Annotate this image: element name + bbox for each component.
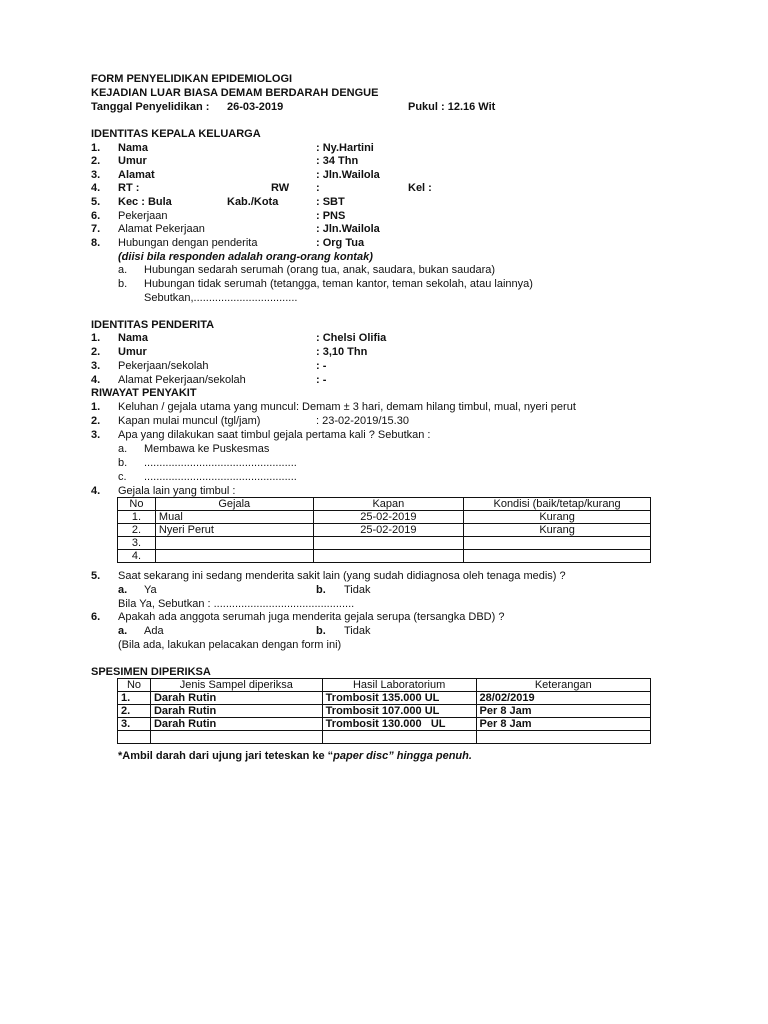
table-cell: Kurang <box>464 511 651 524</box>
option-letter: b. <box>316 584 326 596</box>
column-header: Jenis Sampel diperiksa <box>150 679 322 692</box>
table-row <box>118 537 651 550</box>
riwayat-heading: RIWAYAT PENYAKIT <box>91 387 197 399</box>
date-value: 26-03-2019 <box>227 101 284 113</box>
field-label: Umur <box>118 346 147 358</box>
table-header-row <box>118 498 651 511</box>
option-letter: a. <box>118 584 128 596</box>
field-value: : Jln.Wailola <box>316 169 380 181</box>
row-number: 7. <box>91 223 101 235</box>
column-header: Keterangan <box>476 679 650 692</box>
question-number: 2. <box>91 415 101 427</box>
option-tidak: Tidak <box>344 625 371 637</box>
option-ya: Ya <box>144 584 157 596</box>
spesimen-table <box>117 678 651 744</box>
option-letter: a. <box>118 625 128 637</box>
question-anggota-serumah: Apakah ada anggota serumah juga menderita gejala serupa (tersangka DBD) ? <box>118 611 505 623</box>
table-cell: Per 8 Jam <box>476 718 650 731</box>
table-cell: Darah Rutin <box>150 692 322 705</box>
field-value: : - <box>316 360 327 372</box>
table-cell: Trombosit 135.000 UL <box>322 692 476 705</box>
row-number: 4. <box>91 182 101 194</box>
field-label: Alamat Pekerjaan <box>118 223 205 235</box>
row-number: 3. <box>91 360 101 372</box>
table-cell: 3. <box>118 718 151 731</box>
column-header: Kondisi (baik/tetap/kurang <box>464 498 651 511</box>
field-label: RT : <box>118 182 140 194</box>
table-row <box>118 731 651 744</box>
field-value: : Jln.Wailola <box>316 223 380 235</box>
field-value: : <box>316 182 320 194</box>
field-value: : - <box>316 374 327 386</box>
table-cell <box>155 550 313 563</box>
form-subtitle: KEJADIAN LUAR BIASA DEMAM BERDARAH DENGUE <box>91 87 379 99</box>
table-cell <box>464 550 651 563</box>
column-header: Hasil Laboratorium <box>322 679 476 692</box>
field-label: Alamat <box>118 169 155 181</box>
table-cell: Per 8 Jam <box>476 705 650 718</box>
row-number: 2. <box>91 155 101 167</box>
field-value: : Ny.Hartini <box>316 142 374 154</box>
option-letter: a. <box>118 443 128 455</box>
table-cell: Mual <box>155 511 313 524</box>
footnote-text: *Ambil darah dari ujung jari teteskan ke “ <box>118 750 334 762</box>
table-row <box>118 718 651 731</box>
footnote-paper-disc: paper disc <box>333 750 389 762</box>
field-mid-label: RW <box>271 182 290 194</box>
option-letter: b. <box>316 625 326 637</box>
sebutkan-line: Bila Ya, Sebutkan : .............................................. <box>118 598 355 610</box>
row-number: 5. <box>91 196 101 208</box>
field-label: Nama <box>118 332 148 344</box>
gejala-table <box>117 497 651 563</box>
table-cell: 1. <box>118 692 151 705</box>
option-text: Hubungan sedarah serumah (orang tua, anak, saudara, bukan saudara) <box>144 264 496 276</box>
field-mid-label: Kab./Kota <box>227 196 279 208</box>
table-row <box>118 550 651 563</box>
table-row <box>118 705 651 718</box>
table-cell: 28/02/2019 <box>476 692 650 705</box>
option-text: Membawa ke Puskesmas <box>144 443 270 455</box>
option-sebutkan: Sebutkan,.................................. <box>144 292 298 304</box>
penderita-heading: IDENTITAS PENDERITA <box>91 319 215 331</box>
field-label: Umur <box>118 155 147 167</box>
column-header: No <box>118 498 156 511</box>
option-letter: b. <box>118 278 128 290</box>
field-label: Pekerjaan/sekolah <box>118 360 209 372</box>
column-header: Gejala <box>155 498 313 511</box>
table-cell: Darah Rutin <box>150 718 322 731</box>
row-number: 1. <box>91 142 101 154</box>
field-label: Kec : Bula <box>118 196 172 208</box>
field-value: : PNS <box>316 210 346 222</box>
option-ada: Ada <box>144 625 164 637</box>
question-tindakan: Apa yang dilakukan saat timbul gejala pertama kali ? Sebutkan : <box>118 429 431 441</box>
kepala-heading: IDENTITAS KEPALA KELUARGA <box>91 128 261 140</box>
time-text: Pukul : 12.16 Wit <box>408 101 496 113</box>
table-cell <box>313 537 464 550</box>
table-cell: 2. <box>118 705 151 718</box>
question-sakit-lain: Saat sekarang ini sedang menderita sakit lain (yang sudah didiagnosa oleh tenaga medis) ? <box>118 570 566 582</box>
table-cell: Kurang <box>464 524 651 537</box>
table-cell: Trombosit 130.000 UL <box>322 718 476 731</box>
option-text: Hubungan tidak serumah (tetangga, teman kantor, teman sekolah, atau lainnya) <box>144 278 533 290</box>
field-value: : SBT <box>316 196 345 208</box>
table-cell <box>322 731 476 744</box>
table-cell: Trombosit 107.000 UL <box>322 705 476 718</box>
table-cell <box>464 537 651 550</box>
footnote-text: ” hingga penuh. <box>388 750 472 762</box>
question-keluhan: Keluhan / gejala utama yang muncul: Demam ± 3 hari, demam hilang timbul, mual, nyeri perut <box>118 401 576 413</box>
question-kapan-value: : 23-02-2019/15.30 <box>316 415 409 427</box>
row-number: 6. <box>91 210 101 222</box>
footnote <box>118 750 472 763</box>
field-label: Pekerjaan <box>118 210 168 222</box>
table-cell <box>313 550 464 563</box>
question-number: 5. <box>91 570 101 582</box>
field-extra-label: Kel : <box>408 182 432 194</box>
contact-note: (diisi bila responden adalah orang-orang kontak) <box>118 251 373 263</box>
table-cell: Darah Rutin <box>150 705 322 718</box>
table-cell: 25-02-2019 <box>313 524 464 537</box>
row-number: 2. <box>91 346 101 358</box>
question-number: 6. <box>91 611 101 623</box>
table-header-row <box>118 679 651 692</box>
table-row <box>118 511 651 524</box>
row-number: 8. <box>91 237 101 249</box>
row-number: 1. <box>91 332 101 344</box>
question-number: 1. <box>91 401 101 413</box>
column-header: Kapan <box>313 498 464 511</box>
option-tidak: Tidak <box>344 584 371 596</box>
table-cell: 4. <box>118 550 156 563</box>
question-number: 3. <box>91 429 101 441</box>
field-value: : Org Tua <box>316 237 365 249</box>
field-value: : Chelsi Olifia <box>316 332 387 344</box>
table-row <box>118 524 651 537</box>
field-value: : 3,10 Thn <box>316 346 368 358</box>
field-label: Nama <box>118 142 148 154</box>
table-cell: 2. <box>118 524 156 537</box>
option-blank: .................................................. <box>144 471 297 483</box>
table-row <box>118 692 651 705</box>
row-number: 4. <box>91 374 101 386</box>
question-gejala-lain: Gejala lain yang timbul : <box>118 485 236 497</box>
table-cell <box>150 731 322 744</box>
table-cell <box>155 537 313 550</box>
question-kapan-label: Kapan mulai muncul (tgl/jam) <box>118 415 261 427</box>
field-value: : 34 Thn <box>316 155 359 167</box>
pelacakan-note: (Bila ada, lakukan pelacakan dengan form ini) <box>118 639 342 651</box>
form-title: FORM PENYELIDIKAN EPIDEMIOLOGI <box>91 73 293 85</box>
table-cell <box>476 731 650 744</box>
option-letter: c. <box>118 471 127 483</box>
table-cell: 1. <box>118 511 156 524</box>
date-label: Tanggal Penyelidikan : <box>91 101 210 113</box>
row-number: 3. <box>91 169 101 181</box>
option-letter: a. <box>118 264 128 276</box>
table-cell: 25-02-2019 <box>313 511 464 524</box>
column-header: No <box>118 679 151 692</box>
option-blank: .................................................. <box>144 457 297 469</box>
table-cell: 3. <box>118 537 156 550</box>
question-number: 4. <box>91 485 101 497</box>
spesimen-heading: SPESIMEN DIPERIKSA <box>91 666 211 678</box>
option-letter: b. <box>118 457 128 469</box>
field-label: Alamat Pekerjaan/sekolah <box>118 374 246 386</box>
table-cell: Nyeri Perut <box>155 524 313 537</box>
table-cell <box>118 731 151 744</box>
field-label: Hubungan dengan penderita <box>118 237 258 249</box>
